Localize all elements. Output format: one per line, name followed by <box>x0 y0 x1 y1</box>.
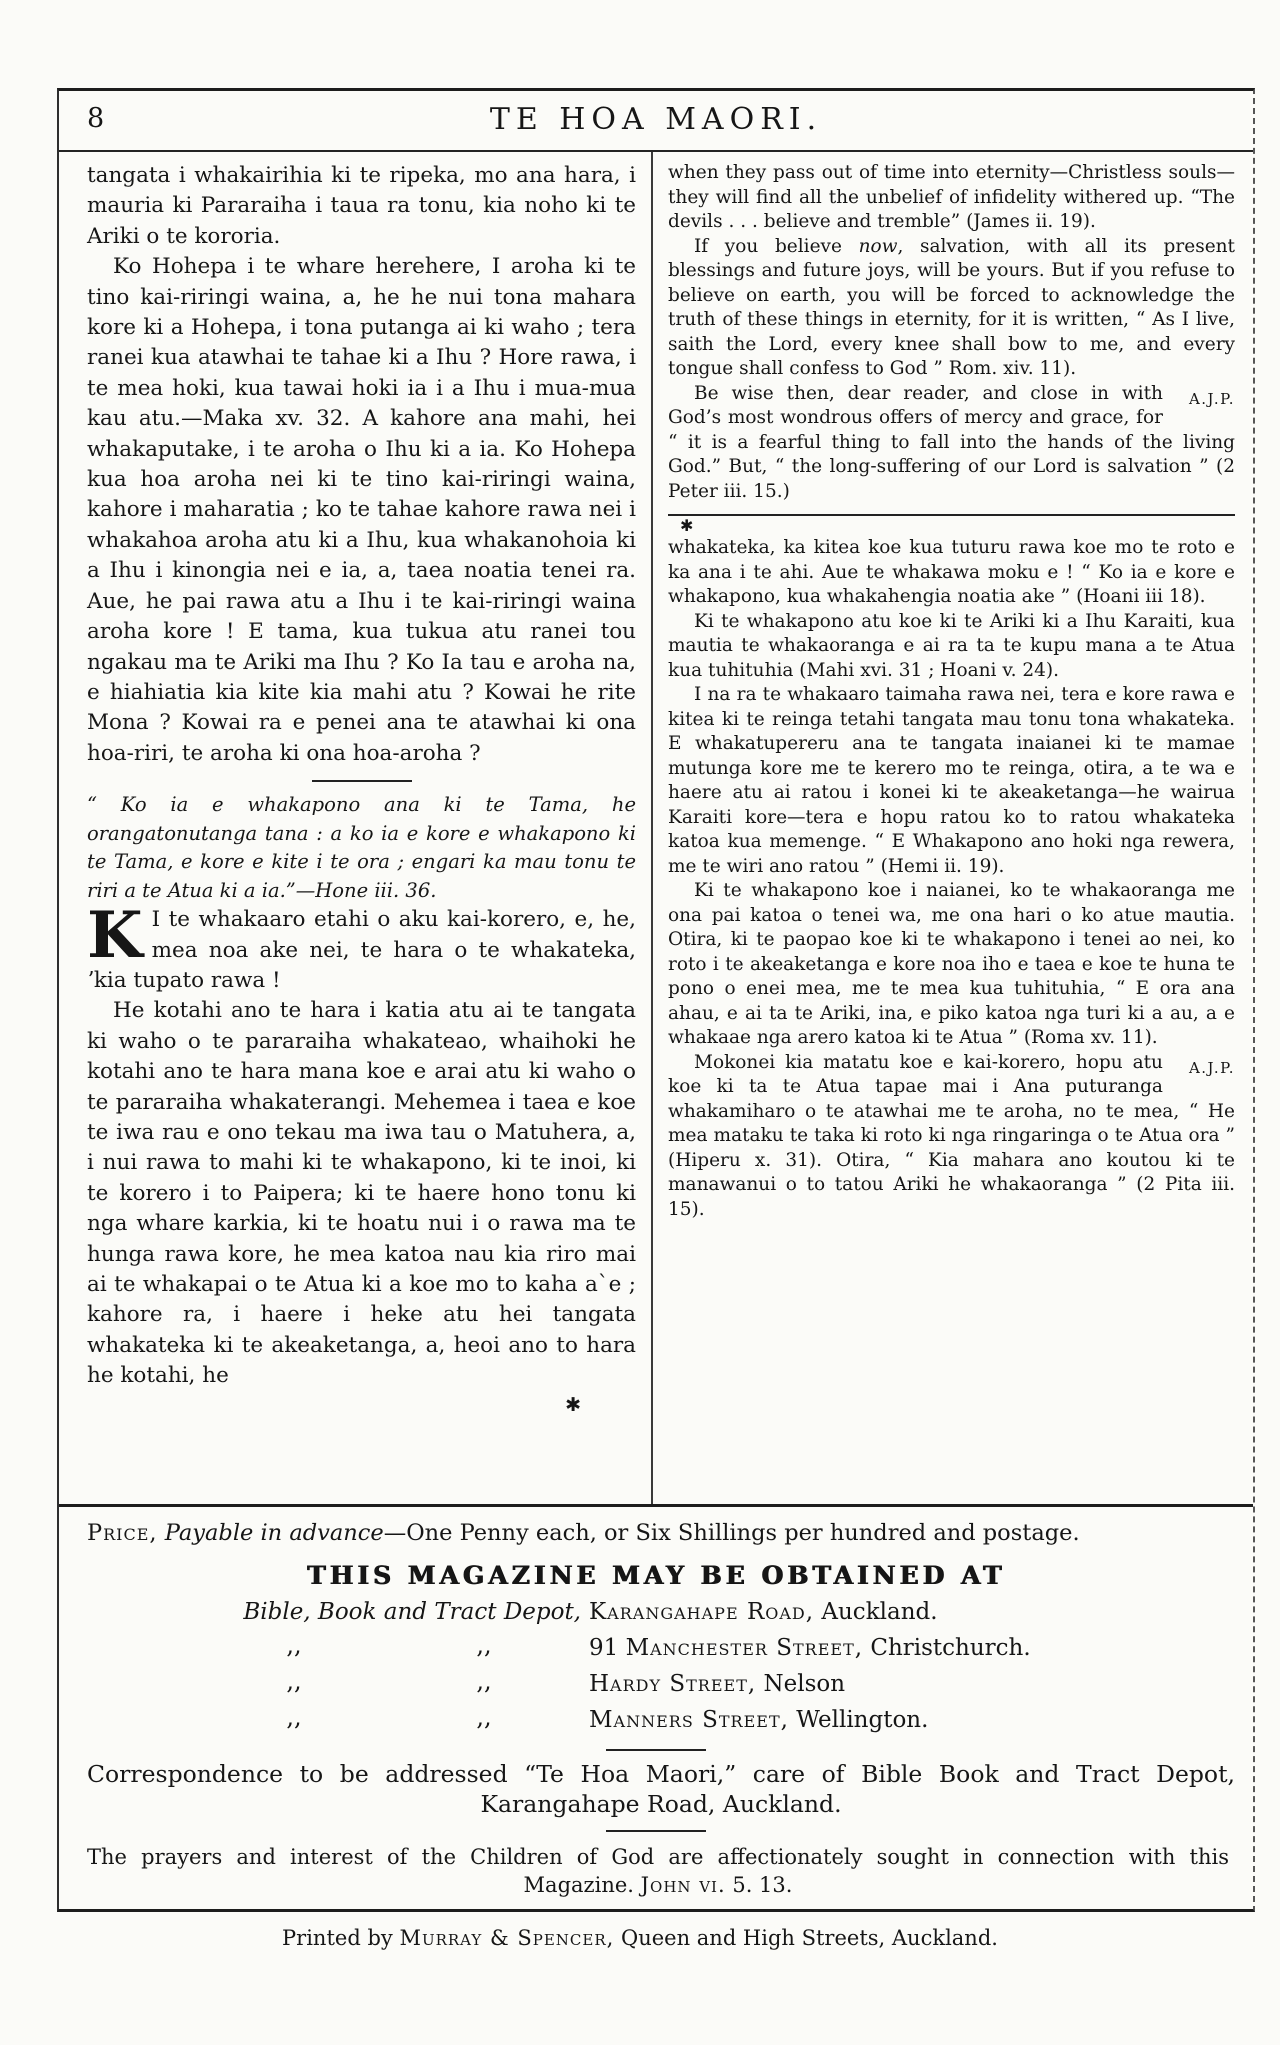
section-divider-rule <box>312 780 412 782</box>
ditto-mark: ,, <box>286 1631 302 1659</box>
ditto-mark: ,, <box>476 1667 492 1695</box>
depot-name: Bible, Book and Tract Depot, <box>243 1599 581 1625</box>
paragraph-text: If you believe <box>694 235 859 257</box>
city-name: Christchurch. <box>863 1635 1031 1661</box>
paragraph: He kotahi ano te hara i katia atu ai te tangata ki waho o te pararaiha whakateao, whaihoki he kotahi ano te hara mana koe e arai atu ki waho o te pararaiha whakaterangi. Mehemea i taea e koe te iwa rau e ono tekau ma iwa tau o Matuhera, a, i nui rawa to mahi ki te whakapono, ki te inoi, ki te korero i to Paipera; ki te haere hono tonu ki nga whare karkia, ki te hoatu nui i o rawa ma te hunga rawa kore, he mea katoa nau kia riro mai ai te whakapai o te Atua ki a koe mo to kaha a`e ; kahore ra, i haere i heke atu hei tangata whakateka ki te akeaketanga, a, heoi ano to hara he kotahi, he <box>87 998 636 1389</box>
depot-address <box>589 1630 1253 1666</box>
asterisk-ornament-icon: ✱ <box>565 1393 581 1416</box>
depot-address-list <box>209 1594 1253 1738</box>
paragraph-text: Be wise then, dear reader, and close in with God’s most wondrous offers of mercy and grace, for “ it is a fearful thing to fall into the hands of the living God.” But, “ the long-suffering of our Lord is salvation ” (2 Peter iii. 15.) <box>668 382 1235 502</box>
page-number: 8 <box>87 103 105 134</box>
price-text: —One Penny each, or Six Shillings per hundred and postage. <box>383 1520 1080 1546</box>
ditto-mark: ,, <box>476 1703 492 1731</box>
left-column <box>59 152 653 1504</box>
dropcap-initial: K <box>87 898 143 974</box>
printed-by-text: Printed by <box>282 1926 400 1950</box>
price-terms-italic: Payable in advance <box>164 1520 384 1546</box>
street-name: Hardy Street, <box>589 1671 757 1697</box>
ditto-mark: ,, <box>286 1703 302 1731</box>
paragraph: Ki te whakapono koe i naianei, ko te whakaoranga me ona pai katoa o tenei wa, me ona hari o ko atue mautia. Otira, ki te paopao koe ki te whakapono i tenei ao nei, ko roto i te akeaketanga e kore noa iho e taea e koe te huna te pono o enei mea, me te mea kua tuhituhia, “ E ora ana ahau, e ai ta te Ariki, ina, e piko katoa nga turi ki a au, a e whakaae nga arero katoa ki te Atua ” (Roma xv. 11). <box>668 880 1235 1048</box>
prayers-note <box>87 1843 1229 1899</box>
paragraph <box>668 1051 1235 1223</box>
section-divider-rule <box>606 1830 706 1832</box>
scripture-reference: John vi. <box>640 1873 726 1897</box>
depot-row <box>209 1702 1253 1738</box>
ditto-mark: ,, <box>286 1667 302 1695</box>
correspondence-note: Correspondence to be addressed “Te Hoa Maori,” care of Bible Book and Tract Depot, Karangahape Road, Auckland. <box>87 1760 1235 1818</box>
printer-imprint <box>0 1926 1280 1950</box>
obtained-at-heading: THIS MAGAZINE MAY BE OBTAINED AT <box>306 1561 1006 1590</box>
city-name: Nelson <box>756 1671 846 1697</box>
street-name: Manchester Street, <box>625 1635 864 1661</box>
paragraph <box>668 235 1235 382</box>
paragraph: tangata i whakairihia ki te ripeka, mo ana hara, i mauria ki Pararaiha i taua ra tonu, kia noho ki te Ariki o te kororia. <box>87 163 636 249</box>
paragraph: Ko Hohepa i te whare herehere, I aroha ki te tino kai-riringi waina, a, he he nui tona mahara kore ki a Hohepa, i tona putanga ai ki waho ; tera ranei kua atawhai te tahae ki a Ihu ? Hore rawa, i te mea hoki, kua tawai hoki ia i a Ihu i mua-mua kau atu.—Maka xv. 32. A kahore ana mahi, hei whakaputake, i te aroha o Ihu ki a ia. Ko Hohepa kua hoa aroha nei ki te tino kai-riringi waina, kahore i maharatia ; ko te tahae kahore rawa nei i whakahoa aroha atu ki a Ihu, kua whakanohoia ki a Ihu i kinongia nei e ia, a, taea noatia tenei ra. Aue, he pai rawa atu a Ihu i te kai-riringi waina aroha kore ! E tama, kua tukua atu ranei tou ngakau ma te Ariki ma Ihu ? Ko Ia tau e aroha na, e hiahiatia kia kite kia mahi atu ? Kowai he rite Mona ? Kowai ra e penei ana te atawhai ki ona hoa-riri, te aroha ki ona hoa-aroha ? <box>87 254 636 766</box>
italic-word: now <box>858 235 898 257</box>
body-columns <box>59 152 1253 1504</box>
printer-address: Queen and High Streets, Auckland. <box>614 1926 998 1950</box>
author-initials: A.J.P. <box>1188 1058 1235 1077</box>
author-initials: A.J.P. <box>1188 389 1235 408</box>
imprint-footer <box>59 1504 1253 1899</box>
price-label: Price, <box>87 1520 158 1546</box>
paragraph-text: , salvation, with all its present blessings and future joys, will be yours. But if you refuse to believe on earth, you will be forced to acknowledge the truth of these things in eternity, for it is written, “ As I live, saith the Lord, every knee shall bow to me, and every tongue shall confess to God ” Rom. xiv. 11). <box>668 235 1235 379</box>
street-name: Manners Street, <box>589 1707 789 1733</box>
page-frame <box>57 88 1255 1912</box>
paragraph-text: Mokonei kia matatu koe e kai-korero, hopu atu koe ki ta te Atua tapae mai i Ana puturanga whakamiharo o te atawhai me te aroha, no te mea, “ He mea mataku te taka ki roto ki nga ringaringa o te Atua ora ” (Hiperu x. 31). Otira, “ Kia mahara ano koutou ki te manawanui o to tatou Ariki he whakaoranga ” (2 Pita iii. 15). <box>668 1051 1235 1220</box>
prayers-text: 5. 13. <box>725 1873 793 1897</box>
prayers-text: The prayers and interest of the Children of God are affectionately sought in connection with this Magazine. <box>87 1845 1229 1897</box>
paragraph: whakateka, ka kitea koe kua tuturu rawa koe mo te roto e ka ana i te ahi. Aue te whakawa moku e ! “ Ko ia e kore e whakapono, kua whakahengia noatia ake ” (Hoani iii 18). <box>668 537 1235 607</box>
depot-row <box>209 1630 1253 1666</box>
paragraph-text: I te whakaaro etahi o aku kai-korero, e, he, mea noa ake nei, te hara o te whakateka, ʼkia tupato rawa ! <box>87 907 636 993</box>
paragraph: Ki te whakapono atu koe ki te Ariki ki a Ihu Karaiti, kua mautia te whakaoranga e ai ra ta te kupu mana a te Atua kua tuhituhia (Mahi xvi. 31 ; Hoani v. 24). <box>668 610 1235 681</box>
price-line <box>87 1520 1237 1546</box>
paragraph <box>668 382 1235 505</box>
depot-address <box>589 1702 1253 1738</box>
depot-address <box>589 1594 1253 1630</box>
city-name: Auckland. <box>814 1599 938 1625</box>
dropcap-paragraph <box>87 898 636 996</box>
masthead <box>59 91 1253 152</box>
depot-row <box>209 1666 1253 1702</box>
depot-row <box>209 1594 1253 1630</box>
city-name: Wellington. <box>788 1707 929 1733</box>
asterisk-ornament-icon: ✱ <box>680 516 694 535</box>
depot-address <box>589 1666 1253 1702</box>
section-divider-rule <box>606 1749 706 1751</box>
address-prefix: 91 <box>589 1635 626 1661</box>
right-column <box>653 152 1253 1504</box>
paragraph: when they pass out of time into eternity—Christless souls—they will find all the unbelief of infidelity withered up. “The devils . . . believe and tremble” (James ii. 19). <box>668 162 1235 232</box>
printer-name: Murray & Spencer, <box>399 1926 615 1950</box>
paragraph: I na ra te whakaaro taimaha rawa nei, tera e kore rawa e kitea ki te reinga tetahi tangata mau tonu tona whakateka. E whakatupereru ana te tangata inaianei ki te mamae mutunga kore me te kerero mo te reinga, otira, a te wa e haere atu ai ratou i konei ki te akeaketanga—he wairua Karaiti kore—tera e hopu ratou ko to ratou whakateka katoa kua memenge. “ E Whakapono ano hoki nga rewera, me te wiri ano ratou ” (Hemi ii. 19). <box>668 684 1235 877</box>
page-title: TE HOA MAORI. <box>489 102 823 137</box>
scripture-footnote: “ Ko ia e whakapono ana ki te Tama, he orangatonutanga tana : a ko ia e kore e whakapono ki te Tama, e kore e kite i te ora ; engari ka mau tonu te riri a te Atua ki a ia.”—Hone iii. 36. <box>87 793 636 902</box>
ditto-mark: ,, <box>476 1631 492 1659</box>
street-name: Karangahape Road, <box>589 1599 815 1625</box>
